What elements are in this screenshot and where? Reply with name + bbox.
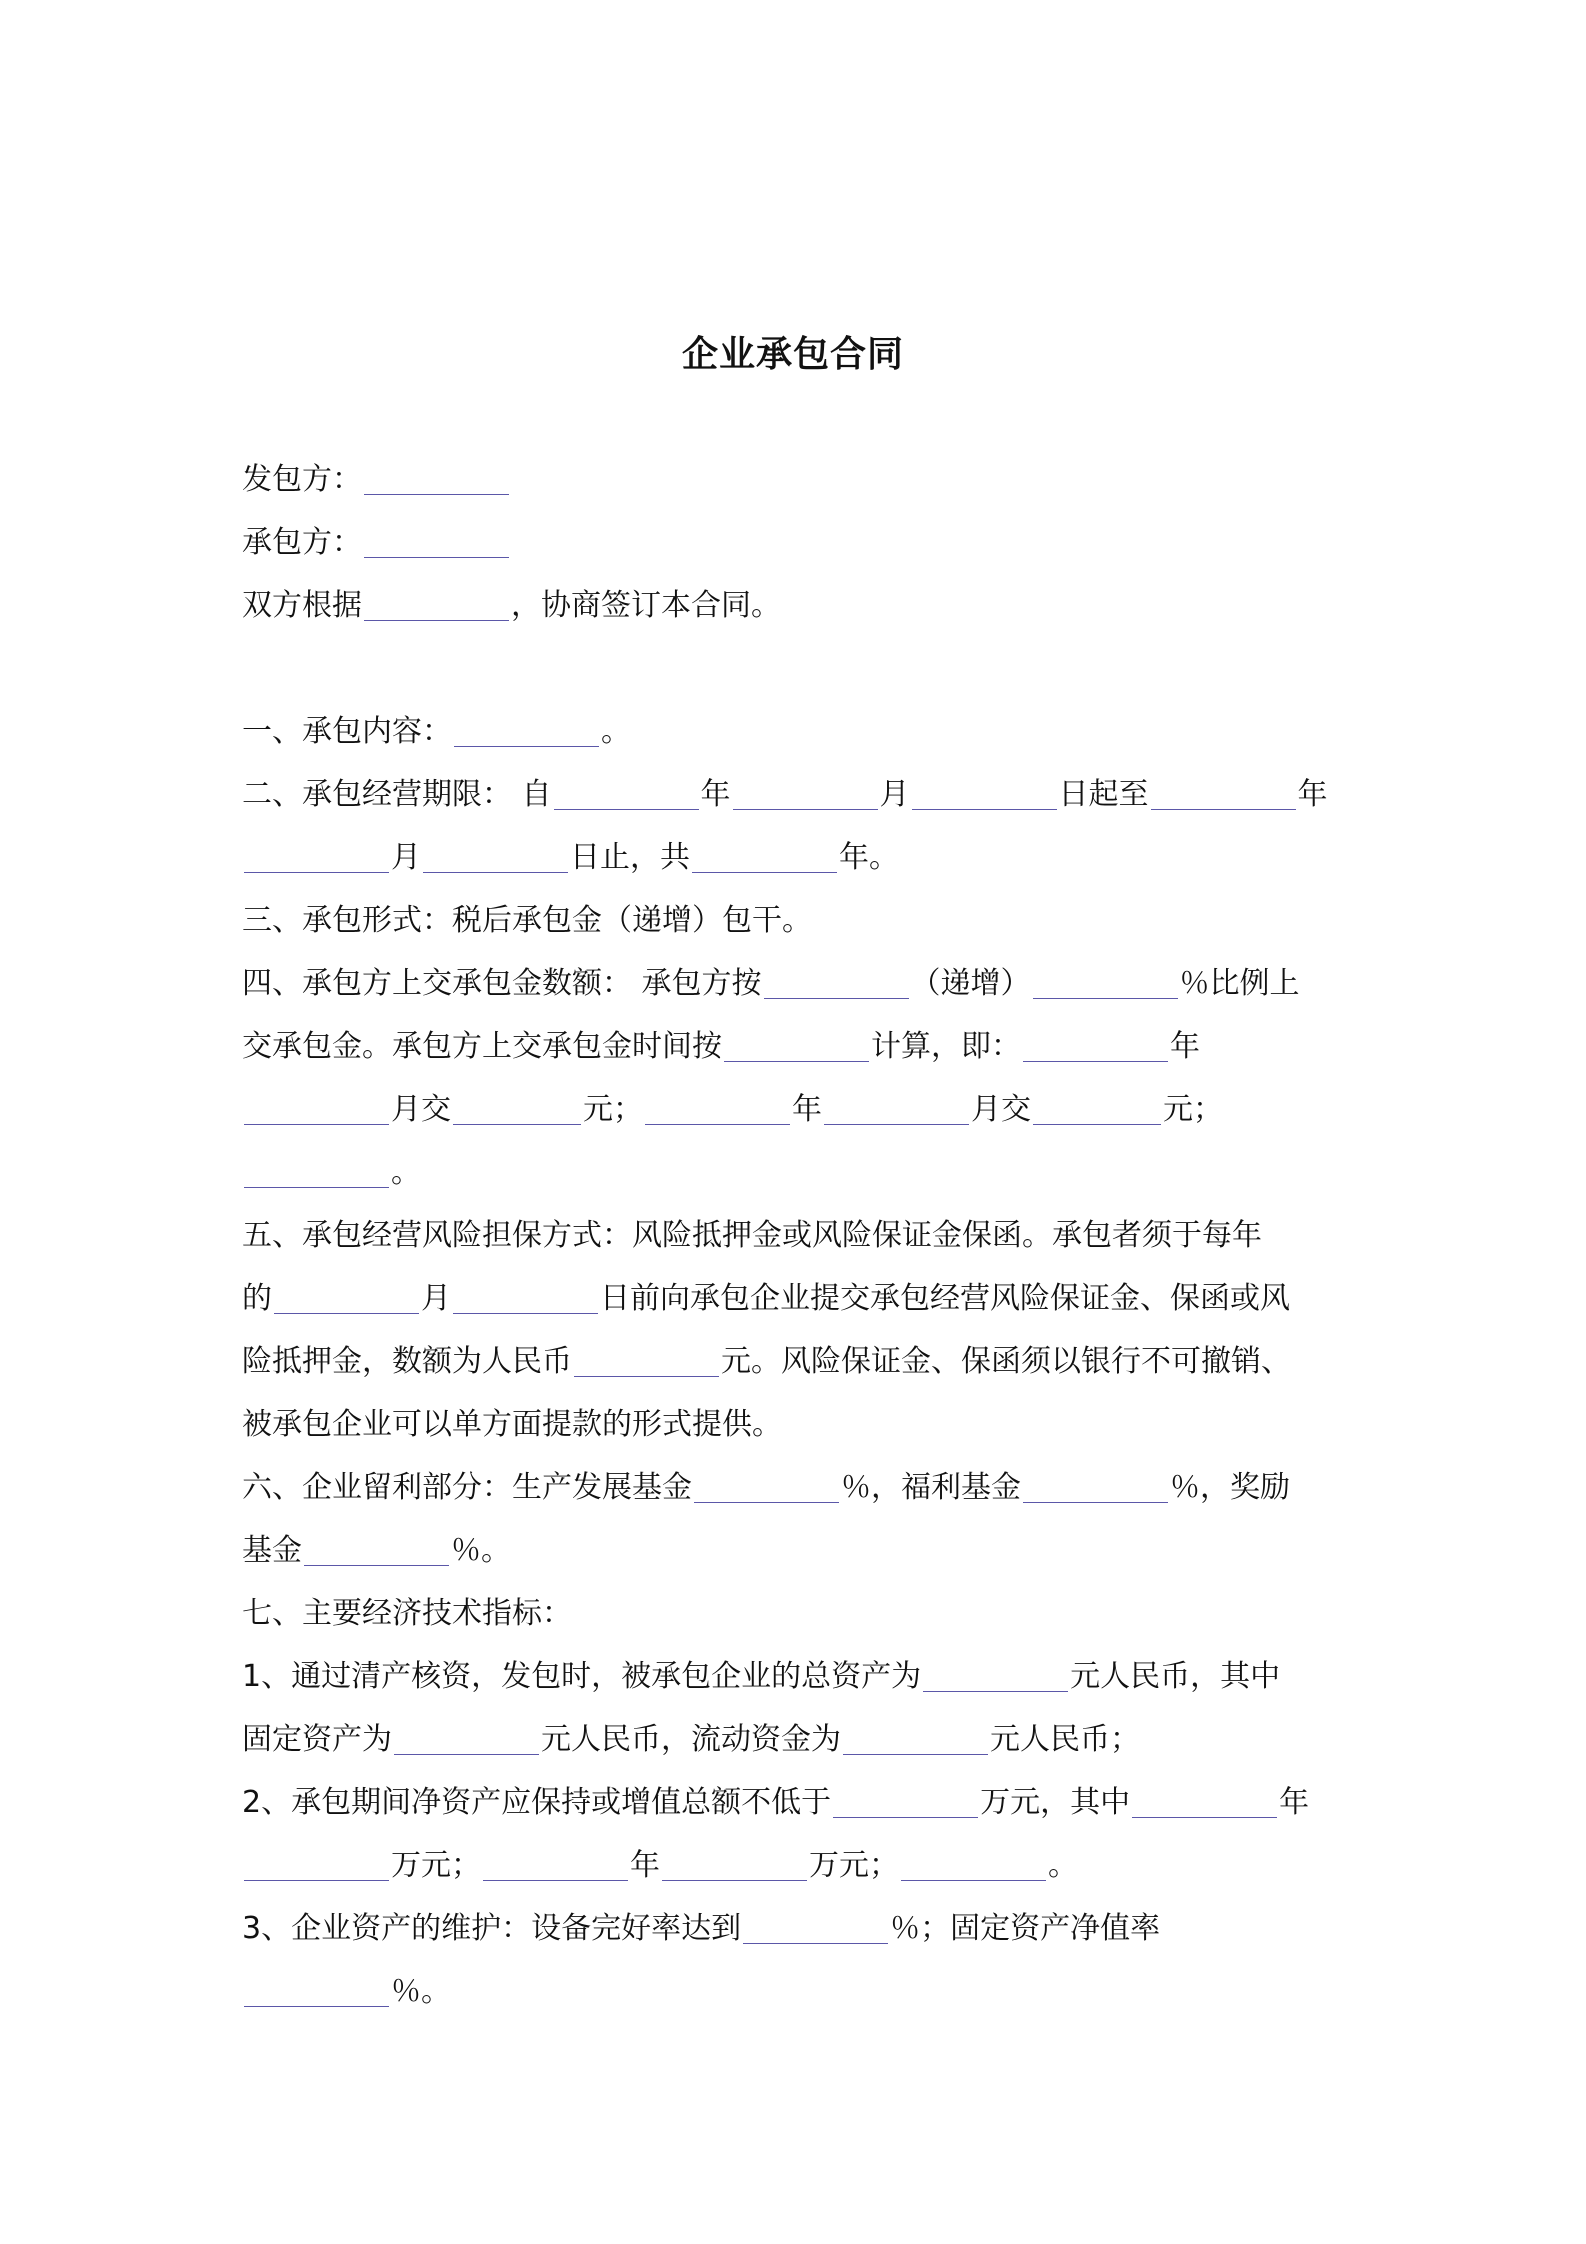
day-label: 日起至 bbox=[1058, 777, 1149, 812]
calc-label: 计算，即： bbox=[871, 1029, 1021, 1064]
payment-year-2-blank[interactable] bbox=[645, 1090, 790, 1125]
clause-6-line-2 bbox=[242, 1519, 1358, 1582]
equipment-rate-blank[interactable] bbox=[743, 1909, 888, 1944]
fixed-assets-blank[interactable] bbox=[394, 1720, 539, 1755]
wan-yuan-label: 万元； bbox=[809, 1848, 899, 1883]
net-more-blank[interactable] bbox=[901, 1846, 1046, 1881]
month-pay-label: 月交 bbox=[971, 1092, 1031, 1127]
year-label: 年 bbox=[1279, 1785, 1310, 1820]
start-year-blank[interactable] bbox=[554, 775, 699, 810]
increment-label: （递增） bbox=[910, 966, 1031, 1001]
dev-fund-blank[interactable] bbox=[694, 1468, 839, 1503]
month-pay-label: 月交 bbox=[391, 1092, 451, 1127]
basis-suffix: ，协商签订本合同。 bbox=[511, 588, 781, 623]
month-label: 月 bbox=[421, 1281, 451, 1316]
clause-5-line-1: 五、承包经营风险担保方式：风险抵押金或风险保证金保函。承包者须于每年 bbox=[242, 1218, 1262, 1253]
percent-label: ％。 bbox=[451, 1533, 511, 1568]
equipment-rate-label: 3、企业资产的维护：设备完好率达到 bbox=[242, 1911, 742, 1946]
net-amount-2-blank[interactable] bbox=[662, 1846, 807, 1881]
clause-4-line-4 bbox=[242, 1141, 1358, 1204]
ratio-label: ％比例上 bbox=[1179, 966, 1300, 1001]
content-blank[interactable] bbox=[454, 712, 599, 747]
year-label: 年 bbox=[700, 777, 731, 812]
clause-7-line: 七、主要经济技术指标： bbox=[242, 1596, 572, 1631]
clause-5-line-2 bbox=[242, 1267, 1358, 1330]
year-label: 年 bbox=[1297, 777, 1328, 812]
contract-body bbox=[242, 448, 1358, 2023]
welfare-fund-blank[interactable] bbox=[1023, 1468, 1168, 1503]
clause-1-label: 一、承包内容： bbox=[242, 714, 452, 749]
yuan-label: 元； bbox=[1163, 1092, 1223, 1127]
period-mark: 。 bbox=[1048, 1848, 1078, 1883]
deposit-amount-blank[interactable] bbox=[574, 1342, 719, 1377]
net-year-2-blank[interactable] bbox=[483, 1846, 628, 1881]
bonus-fund-blank[interactable] bbox=[304, 1531, 449, 1566]
item-1-line-1 bbox=[242, 1645, 1358, 1708]
basis-line bbox=[242, 574, 1358, 637]
clause-2-line-2 bbox=[242, 826, 1358, 889]
clause-2-label: 二、承包经营期限： 自 bbox=[242, 777, 552, 812]
year-label: 年 bbox=[792, 1092, 822, 1127]
total-assets-blank[interactable] bbox=[923, 1657, 1068, 1692]
wan-yuan-label: 万元，其中 bbox=[980, 1785, 1131, 1820]
welfare-fund-label: ％，福利基金 bbox=[841, 1470, 1021, 1505]
clause-4-label: 四、承包方上交承包金数额： 承包方按 bbox=[242, 966, 762, 1001]
end-month-blank[interactable] bbox=[244, 838, 389, 873]
year-label: 年。 bbox=[839, 840, 899, 875]
party-a-line bbox=[242, 448, 1358, 511]
clause-5-line-3 bbox=[242, 1330, 1358, 1393]
payment-amount-1-blank[interactable] bbox=[453, 1090, 581, 1125]
current-funds-label: 元人民币，流动资金为 bbox=[541, 1722, 841, 1757]
payment-more-blank[interactable] bbox=[244, 1153, 389, 1188]
guarantee-day-blank[interactable] bbox=[453, 1279, 598, 1314]
basis-blank[interactable] bbox=[364, 586, 509, 621]
document-title: 企业承包合同 bbox=[681, 334, 904, 375]
basis-amount-blank[interactable] bbox=[764, 964, 909, 999]
end-day-blank[interactable] bbox=[423, 838, 568, 873]
day-label: 日止，共 bbox=[570, 840, 690, 875]
clause-5-line-4: 被承包企业可以单方面提款的形式提供。 bbox=[242, 1407, 782, 1442]
item-2-line-2 bbox=[242, 1834, 1358, 1897]
bonus-label: ％，奖励 bbox=[1170, 1470, 1290, 1505]
wan-yuan-label: 万元； bbox=[391, 1848, 481, 1883]
item-3-line-1 bbox=[242, 1897, 1358, 1960]
clause-2-line-1 bbox=[242, 763, 1358, 826]
item-2-line-1 bbox=[242, 1771, 1358, 1834]
net-year-1-blank[interactable] bbox=[1132, 1783, 1277, 1818]
clause-1-line bbox=[242, 700, 1358, 763]
net-value-rate-blank[interactable] bbox=[244, 1972, 389, 2007]
month-label: 月 bbox=[879, 777, 910, 812]
payment-amount-2-blank[interactable] bbox=[1033, 1090, 1161, 1125]
guarantee-text: 日前向承包企业提交承包经营风险保证金、保函或风 bbox=[600, 1281, 1290, 1316]
fixed-assets-label: 固定资产为 bbox=[242, 1722, 392, 1757]
current-funds-blank[interactable] bbox=[843, 1720, 988, 1755]
net-assets-label: 2、承包期间净资产应保持或增值总额不低于 bbox=[242, 1785, 832, 1820]
rmb-label: 元人民币； bbox=[990, 1722, 1140, 1757]
payment-time-label: 交承包金。承包方上交承包金时间按 bbox=[242, 1029, 722, 1064]
start-month-blank[interactable] bbox=[733, 775, 878, 810]
party-b-blank[interactable] bbox=[364, 523, 509, 558]
percent-label: ％。 bbox=[391, 1974, 451, 2009]
yuan-label: 元； bbox=[583, 1092, 643, 1127]
party-a-blank[interactable] bbox=[364, 460, 509, 495]
party-b-line bbox=[242, 511, 1358, 574]
month-label: 月 bbox=[391, 840, 421, 875]
rmb-label: 元人民币，其中 bbox=[1070, 1659, 1281, 1694]
net-assets-blank[interactable] bbox=[833, 1783, 978, 1818]
clause-3-line: 三、承包形式：税后承包金（递增）包干。 bbox=[242, 903, 812, 938]
ratio-blank[interactable] bbox=[1033, 964, 1178, 999]
payment-year-1-blank[interactable] bbox=[1023, 1027, 1168, 1062]
payment-basis-blank[interactable] bbox=[724, 1027, 869, 1062]
clause-1-end: 。 bbox=[601, 714, 631, 749]
party-b-label: 承包方： bbox=[242, 525, 362, 560]
start-day-blank[interactable] bbox=[912, 775, 1057, 810]
item-3-line-2 bbox=[242, 1960, 1358, 2023]
item-1-line-2 bbox=[242, 1708, 1358, 1771]
year-label: 年 bbox=[630, 1848, 660, 1883]
payment-month-1-blank[interactable] bbox=[244, 1090, 389, 1125]
year-label: 年 bbox=[1170, 1029, 1200, 1064]
deposit-label: 险抵押金，数额为人民币 bbox=[242, 1344, 572, 1379]
basis-label: 双方根据 bbox=[242, 588, 362, 623]
dev-fund-label: 六、企业留利部分：生产发展基金 bbox=[242, 1470, 692, 1505]
party-a-label: 发包方： bbox=[242, 462, 362, 497]
spacer bbox=[242, 637, 1358, 700]
period-mark: 。 bbox=[391, 1155, 421, 1190]
clause-4-line-3 bbox=[242, 1078, 1358, 1141]
clause-4-line-1 bbox=[242, 952, 1358, 1015]
total-assets-label: 1、通过清产核资，发包时，被承包企业的总资产为 bbox=[242, 1659, 922, 1694]
clause-6-line-1 bbox=[242, 1456, 1358, 1519]
payment-month-2-blank[interactable] bbox=[824, 1090, 969, 1125]
clause-4-line-2 bbox=[242, 1015, 1358, 1078]
net-amount-1-blank[interactable] bbox=[244, 1846, 389, 1881]
guarantee-month-blank[interactable] bbox=[274, 1279, 419, 1314]
of-label: 的 bbox=[242, 1281, 272, 1316]
end-year-blank[interactable] bbox=[1151, 775, 1296, 810]
fund-label: 基金 bbox=[242, 1533, 302, 1568]
total-years-blank[interactable] bbox=[692, 838, 837, 873]
net-value-rate-label: ％；固定资产净值率 bbox=[890, 1911, 1161, 1946]
deposit-text: 元。风险保证金、保函须以银行不可撤销、 bbox=[721, 1344, 1291, 1379]
